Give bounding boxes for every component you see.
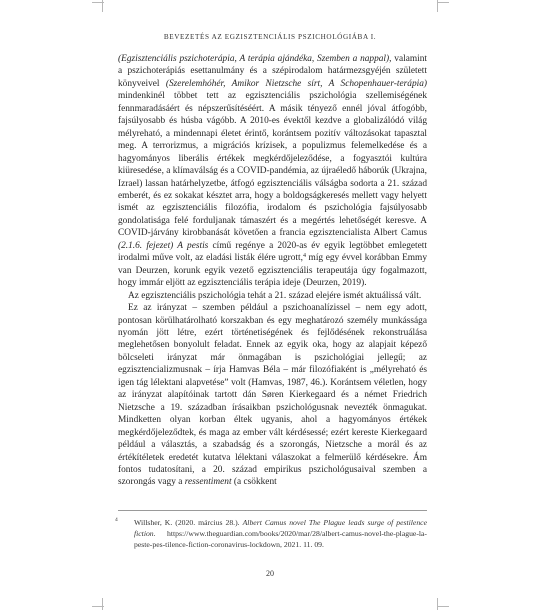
italic-text: (2.1.6. fejezet) A pestis — [118, 240, 209, 251]
crop-mark — [102, 598, 103, 610]
footnote-divider — [118, 510, 427, 511]
text: (a csökkent — [231, 477, 277, 488]
text: mindenkinél többet tett az egzisztenciális pszichológia szellemiségének fennmaradásáért és népszerűsítéséért. A másik tényező ennél jóval átfogóbb, fajsúlyosabb és húsba vágóbb. A 2010-es évektől kezdve a globalizálódó világ mélyreható, a mindennapi életet érintő, korántsem pozitív változásokat tapasztal meg. A terrorizmus, a migrációs krízisek, a populizmus felemelkedése és a hagyományos liberális értékek megkérdőjeleződése, a fogyasztói kultúra kiüresedése, a klímaválság és a COVID-pandémia, az újraéledő háborúk (Ukrajna, Izrael) lassan határhelyzetbe, átfogó egzisztenciális válságba sodorta a 21. század emberét, és ez sokakat késztet arra, hogy a boldogságkeresés mellett vagy helyett ismét az egzisztenciális filozófia, irodalom és pszichológia fajsúlyosabb gondolatisága felé forduljanak támaszért és a megértés lehetőségét keresve. A COVID-járvány kirobbanását követően a francia egzisztencialista Albert Camus — [118, 91, 427, 239]
footnote-number: 4 — [115, 517, 118, 523]
page-number: 20 — [266, 569, 274, 578]
italic-text: ressentiment — [184, 477, 232, 488]
italic-text: (Egzisztenciális pszichoterápia, A terápia ajándéka, Szemben a nappal), — [118, 54, 392, 64]
crop-mark — [437, 2, 449, 3]
footnote-text — [118, 517, 427, 550]
body-text — [118, 53, 427, 489]
crop-mark — [437, 0, 438, 12]
paragraph: Az egzisztenciális pszichológia tehát a 21. század elejére ismét aktuálissá vált. — [128, 290, 422, 301]
text: míg egy évvel korábban Emmy van Deurzen, korunk egyik vezető egzisztenciális terapeutája úgy fogalmazott, hogy immár eljött az egzisztenciális terápia ideje (Deurzen, 2019). — [118, 253, 427, 289]
running-head: BEVEZETÉS AZ EGZISZTENCIÁLIS PSZICHOLÓGIÁBA I. — [163, 33, 377, 41]
crop-mark — [102, 0, 103, 12]
text: című regénye a 2020-as év egyik legtöbbet emlegetett irodalmi műve volt, az eladási listák élére ugrott, — [118, 240, 427, 264]
footnote-marker[interactable]: 4 — [302, 253, 306, 260]
paragraph — [118, 53, 427, 290]
text: . https://www.theguardian.com/books/2020/mar/28/albert-camus-novel-the-plague-la-peste-pes-tilence-fiction-coronavirus-lockdown, 2021. 11. 09. — [134, 529, 427, 549]
italic-text: (Szerelemhóhér, Amikor Nietzsche sírt, A Schopenhauer-terápia) — [165, 78, 427, 89]
footnote — [115, 517, 427, 550]
crop-mark — [437, 598, 438, 610]
paragraph — [118, 302, 427, 489]
text: Willsher, K. (2020. március 28.). — [134, 518, 243, 527]
crop-mark — [437, 606, 449, 607]
italic-text: Albert Camus novel The Plague leads surge of pestilence fiction — [134, 518, 427, 538]
text: Ez az irányzat – szemben például a pszichoanalízissel – nem egy adott, pontosan körülhatárolható korszakban és egy meghatározó személy munkássága nyomán jött létre, ezért történetiségének és fejlődésének rekonstruálása meglehetősen bonyolult feladat. Ennek az egyik oka, hogy az alapjait képező bölcseleti irányzat már önmagában is pszichológiai jellegű; az egzisztencializmusnak – írja Hamvas Béla – már filozófiaként is „mélyreható és igen tág lélektani alapvetése” volt (Hamvas, 1987, 46.). Korántsem véletlen, hogy az irányzat alapítóinak tartott dán Søren Kierkegaard és a német Friedrich Nietzsche a 19. században írásaikban pszichológusnak nevezték önmagukat. Mindketten olyan korban éltek ugyanis, ahol a hagyományos értékek megkérdőjeleződtek, és maga az ember vált kérdésessé; ezért kereste Kierkegaard például a választás, a szabadság és a szorongás, Nietzsche a morál és az értékítéletek eredetét kutatva lélektani válaszokat a felmerülő kérdésekre. Ám fontos tudatosítani, a 20. század empirikus pszichológusaival szemben a szorongás vagy a — [118, 303, 427, 488]
text: valamint a pszichoterápiás esettanulmány és a szépirodalom határmezsgyéjén született könyveivel — [118, 54, 427, 89]
